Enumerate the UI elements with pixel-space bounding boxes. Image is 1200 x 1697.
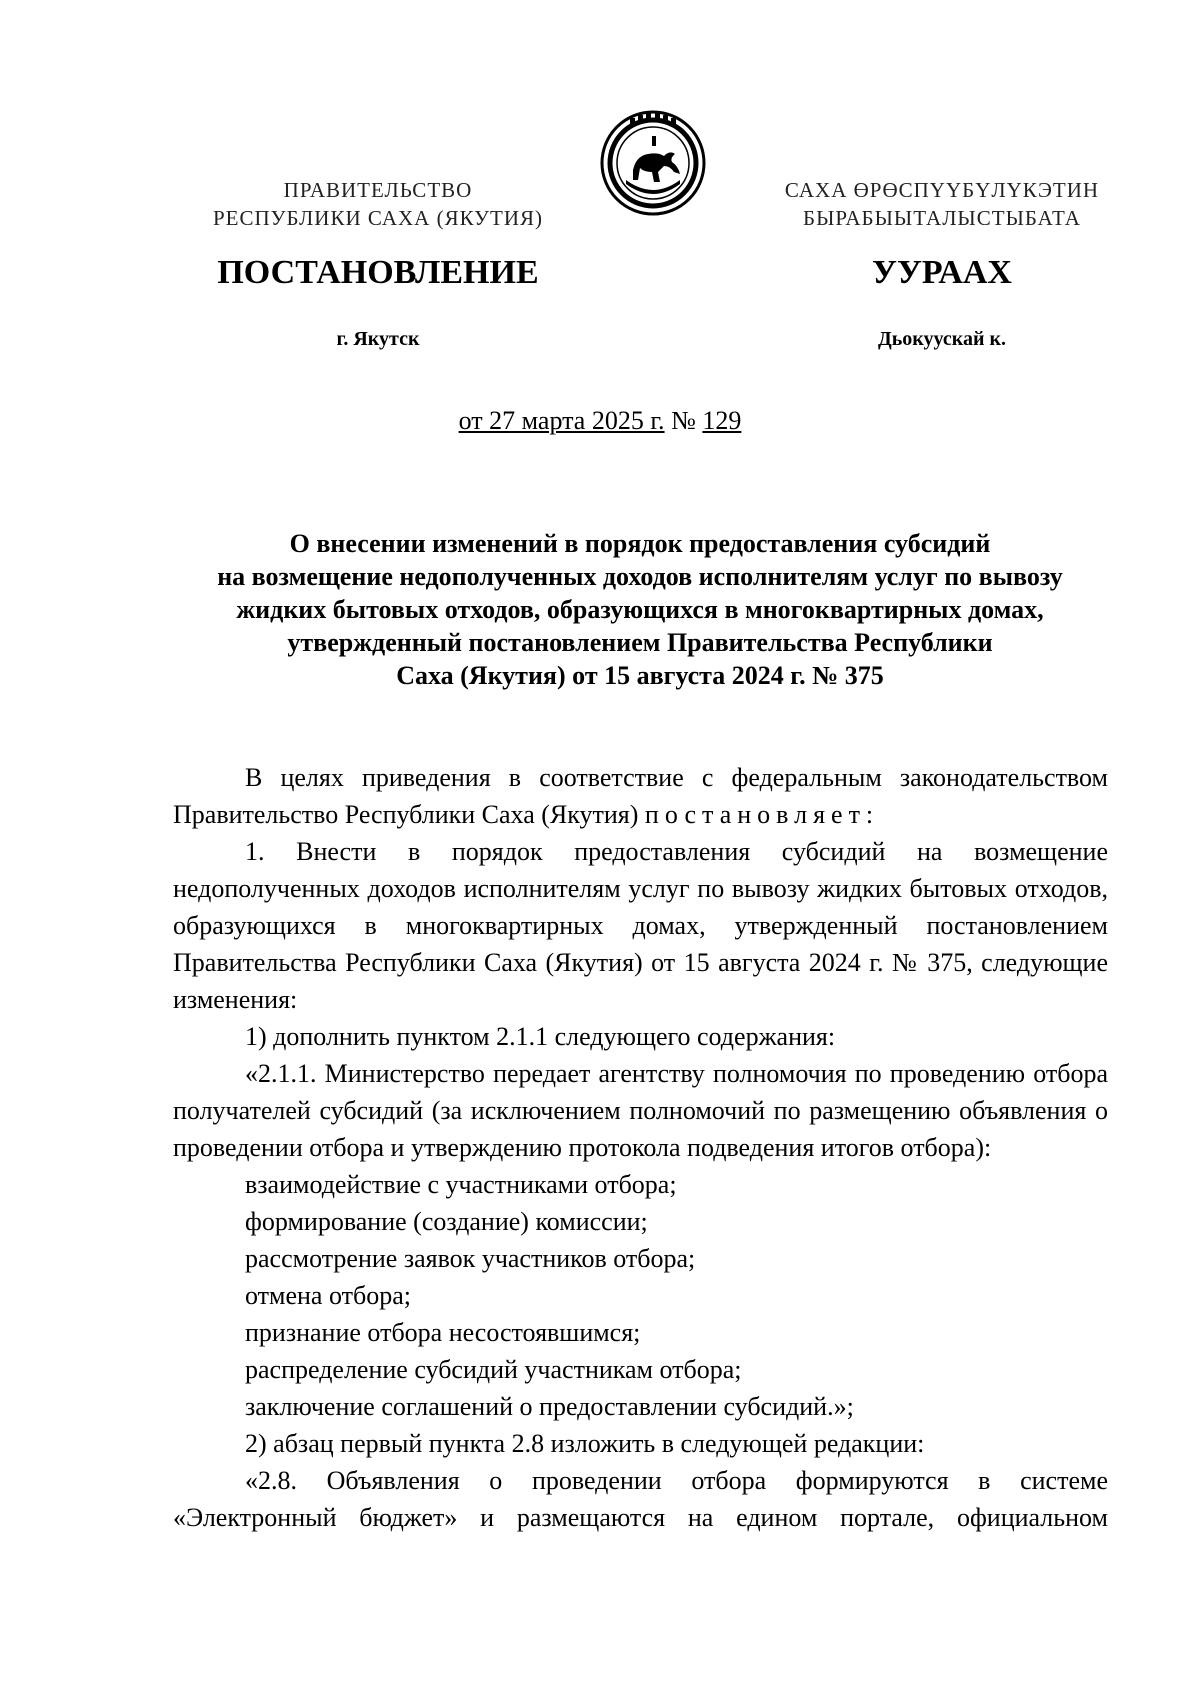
preamble-paragraph bbox=[173, 759, 1108, 833]
list-item: распределение субсидий участникам отбора; bbox=[245, 1355, 742, 1384]
city-ru: г. Якутск bbox=[336, 328, 420, 350]
list-item: отмена отбора; bbox=[245, 1281, 411, 1310]
coat-of-arms-icon bbox=[600, 110, 706, 216]
title-line: жидких бытовых отходов, образующихся в многоквартирных домах, bbox=[236, 595, 1044, 624]
issuer-ru-line1: ПРАВИТЕЛЬСТВО bbox=[283, 178, 473, 202]
document-title bbox=[170, 527, 1110, 692]
doc-type-ru: ПОСТАНОВЛЕНИЕ bbox=[217, 254, 539, 291]
document-body bbox=[173, 759, 1108, 1536]
list-item: формирование (создание) комиссии; bbox=[245, 1207, 648, 1236]
title-line: утвержденный постановлением Правительства Республики bbox=[287, 628, 993, 657]
issuer-ru bbox=[178, 176, 578, 232]
preamble-text: В целях приведения в соответствие с федеральным законодательством Правительство Республики Саха (Якутия) bbox=[173, 763, 1108, 829]
preamble-action: постановляет: bbox=[644, 800, 880, 829]
title-line: Саха (Якутия) от 15 августа 2024 г. № 375 bbox=[396, 661, 884, 690]
issuer-sakha bbox=[742, 176, 1142, 232]
doc-type-sakha: УУРААХ bbox=[872, 254, 1012, 291]
number-sign: № bbox=[671, 406, 696, 435]
decree-date: от 27 марта 2025 г. bbox=[458, 406, 665, 435]
city-sakha: Дьокуускай к. bbox=[877, 328, 1007, 350]
title-line: О внесении изменений в порядок предоставления субсидий bbox=[289, 529, 991, 558]
subitem-2: 2) абзац первый пункта 2.8 изложить в следующей редакции: bbox=[245, 1429, 925, 1458]
subitem-1: 1) дополнить пунктом 2.1.1 следующего содержания: bbox=[245, 1022, 836, 1051]
issuer-sakha-line1: САХА ӨРӨСПҮҮБҮЛҮКЭТИН bbox=[784, 178, 1100, 202]
quote-2-8: «2.8. Объявления о проведении отбора формируются в системе «Электронный бюджет» и размещаются на едином портале, официальном bbox=[173, 1466, 1108, 1532]
list-item: взаимодействие с участниками отбора; bbox=[245, 1170, 677, 1199]
item-1-paragraph: 1. Внести в порядок предоставления субсидий на возмещение недополученных доходов исполнителям услуг по вывозу жидких бытовых отходов, образующихся в многоквартирных домах, утвержденный постановлением Правительства Республики Саха (Якутия) от 15 августа 2024 г. № 375, следующие изменения: bbox=[173, 837, 1108, 1014]
quote-2-1-1: «2.1.1. Министерство передает агентству полномочия по проведению отбора получателей субсидий (за исключением полномочий по размещению объявления о проведении отбора и утверждению протокола подведения итогов отбора): bbox=[173, 1059, 1108, 1162]
issuer-sakha-line2: БЫРАБЫЫТАЛЫСТЫБАТА bbox=[803, 206, 1081, 230]
list-item: признание отбора несостоявшимся; bbox=[245, 1318, 641, 1347]
list-item: заключение соглашений о предоставлении субсидий.»; bbox=[245, 1392, 854, 1421]
decree-number: 129 bbox=[702, 406, 742, 435]
title-line: на возмещение недополученных доходов исполнителям услуг по вывозу bbox=[217, 562, 1063, 591]
date-number-line bbox=[0, 404, 1200, 438]
list-item: рассмотрение заявок участников отбора; bbox=[245, 1244, 696, 1273]
issuer-ru-line2: РЕСПУБЛИКИ САХА (ЯКУТИЯ) bbox=[212, 206, 544, 230]
